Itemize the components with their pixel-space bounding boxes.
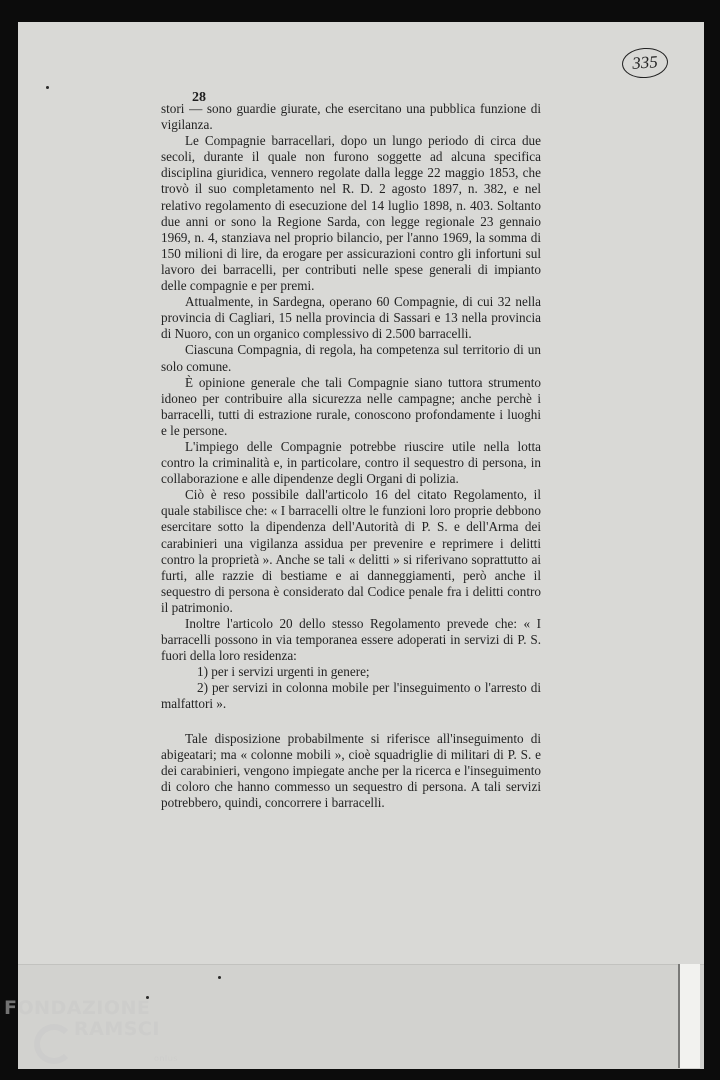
paragraph-5: È opinione generale che tali Compagnie siano tuttora strumento idoneo per contribuire alla sicurezza nelle campagne; anche perchè i barracelli, tutti di estrazione rurale, conoscono profondamente i luoghi e le persone.	[161, 374, 541, 438]
list-item-1: 1) per i servizi urgenti in genere;	[197, 664, 370, 680]
scan-speck	[46, 86, 49, 89]
paragraph-2: Le Compagnie barracellari, dopo un lungo periodo di circa due secoli, durante il quale non furono soggette ad alcuna specifica disciplina giuridica, vennero regolate dalla legge 22 maggio 1853, che trovò il suo completamento nel R. D. 2 agosto 1897, n. 382, e nel relativo regolamento di esecuzione del 14 luglio 1898, n. 403. Soltanto due anni or sono la Regione Sarda, con legge regionale 23 gennaio 1969, n. 4, stanziava nel proprio bilancio, per l'anno 1969, la somma di 150 milioni di lire, da erogare per assicurazioni contro gli infortuni sul lavoro dei barracelli, per contributi nelle spese generali di impianto delle compagnie e per premi.	[161, 133, 541, 294]
closing-paragraph: Tale disposizione probabilmente si riferisce all'inseguimento di abigeatari; ma « colonne mobili », cioè squadriglie di militari di P. S. e dei carabinieri, vengono impiegate anche per la ricerca e l'inseguimento di coloro che hanno commesso un sequestro di persona. A tali servizi potrebbero, quindi, concorrere i barracelli.	[161, 730, 541, 810]
body-text	[161, 101, 541, 811]
paragraph-6: L'impiego delle Compagnie potrebbe riuscire utile nella lotta contro la criminalità e, in particolare, contro il sequestro di persona, in collaborazione e alle dipendenze degli Organi di polizia.	[161, 438, 541, 487]
watermark-line-1: FONDAZIONE	[4, 997, 151, 1019]
fondazione-gramsci-watermark	[4, 997, 178, 1063]
watermark-line-2: RAMSCI	[74, 1018, 160, 1040]
paragraph-1: stori — sono guardie giurate, che esercitano una pubblica funzione di vigilanza.	[161, 101, 541, 133]
scan-speck	[218, 976, 221, 979]
archive-number-mark: 335	[621, 46, 669, 79]
paragraph-8: Inoltre l'articolo 20 dello stesso Regolamento prevede che: « I barracelli possono in via temporanea essere adoperati in servizi di P. S. fuori della loro residenza:	[161, 616, 541, 664]
watermark-suffix: onlus	[154, 1054, 178, 1063]
paragraph-3: Attualmente, in Sardegna, operano 60 Compagnie, di cui 32 nella provincia di Cagliari, 15 nella provincia di Sassari e 13 nella provincia di Nuoro, con un organico complessivo di 2.500 barracelli.	[161, 294, 541, 342]
watermark-g-logo-icon	[34, 1024, 74, 1064]
paragraph-4: Ciascuna Compagnia, di regola, ha competenza sul territorio di un solo comune.	[161, 342, 541, 374]
scan-edge-strip	[678, 964, 700, 1068]
list-item-2: 2) per servizi in colonna mobile per l'inseguimento o l'arresto di malfattori ».	[161, 680, 541, 712]
paragraph-7: Ciò è reso possibile dall'articolo 16 del citato Regolamento, il quale stabilisce che: « I barracelli oltre le funzioni loro proprie debbono esercitare sotto la dipendenza dell'Autorità di P. S. e dell'Arma dei carabinieri una vigilanza assidua per prevenire e reprimere i delitti contro la proprietà ». Anche se tali « delitti » si riferivano soprattutto ai furti, alle razzie di bestiame e ai danneggiamenti, però anche il sequestro di persona è considerato dal Codice penale fra i delitti contro il patrimonio.	[161, 487, 541, 615]
page-number: 28	[192, 90, 206, 105]
